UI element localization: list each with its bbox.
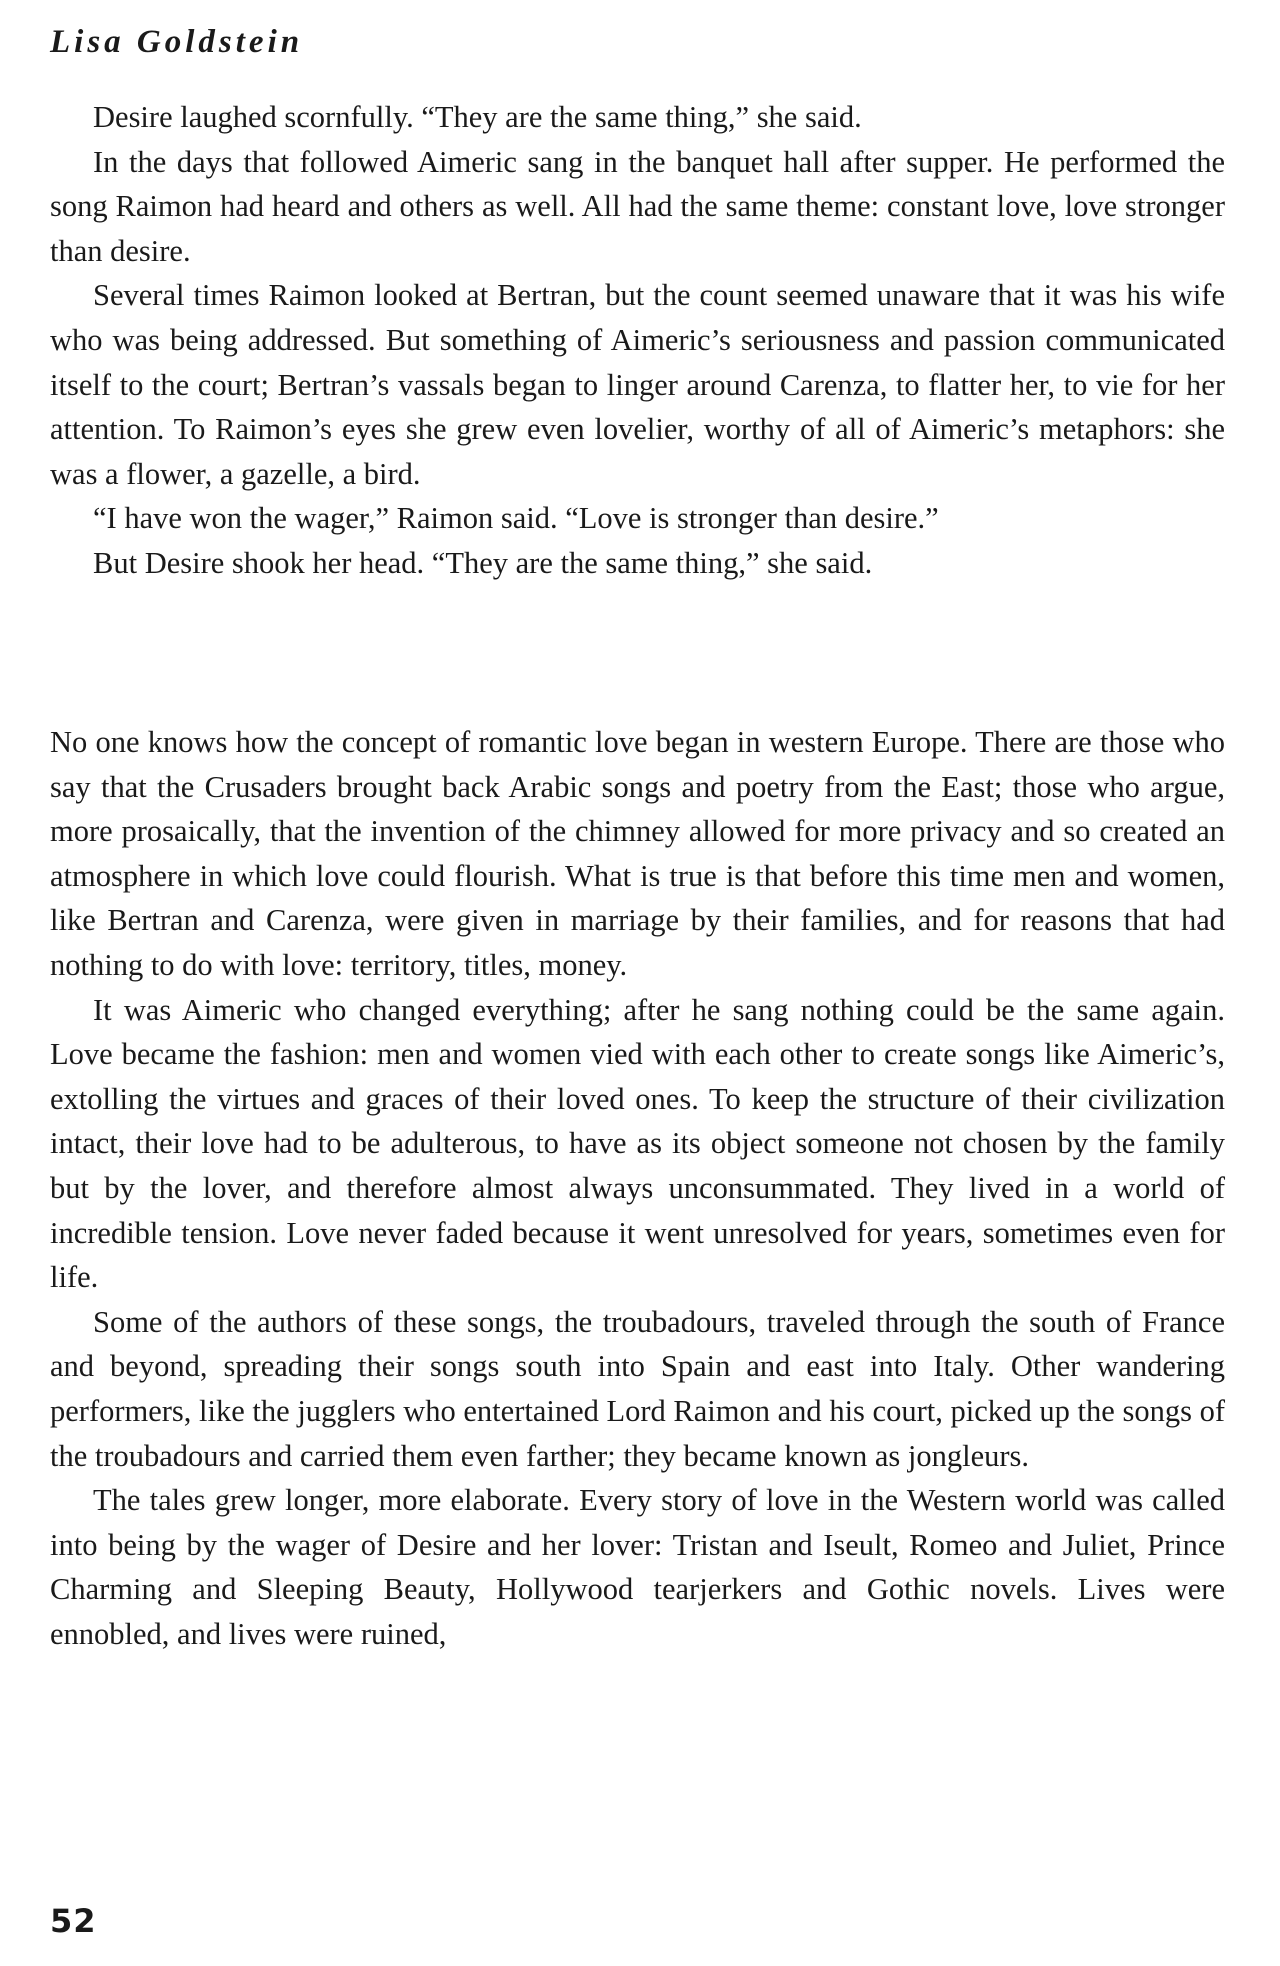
paragraph: In the days that followed Aimeric sang in the banquet hall after supper. He performed the song Raimon had heard and others as well. All had the same theme: constant love, love stronger than desire. <box>50 144 1225 268</box>
running-head: Lisa Goldstein <box>50 24 304 60</box>
paragraph: The tales grew longer, more elaborate. Every story of love in the Western world was called into being by the wager of Desire and her lover: Tristan and Iseult, Romeo and Juliet, Prince Charming and Sleeping Beauty, Hollywood tearjerkers and Gothic novels. Lives were ennobled, and lives were ruined, <box>50 1483 1225 1651</box>
paragraph: Desire laughed scornfully. “They are the same thing,” she said. <box>93 100 862 134</box>
paragraph: Several times Raimon looked at Bertran, but the count seemed unaware that it was his wife who was being addressed. But something of Aimeric’s seriousness and passion communicated itself to the court; Bertran’s vassals began to linger around Carenza, to flatter her, to vie for her attention. To Raimon’s eyes she grew even lovelier, worthy of all of Aimeric’s metaphors: she was a flower, a gazelle, a bird. <box>50 278 1225 491</box>
page-number: 52 <box>50 1902 97 1940</box>
paragraph: But Desire shook her head. “They are the same thing,” she said. <box>93 545 873 580</box>
paragraph: It was Aimeric who changed everything; after he sang nothing could be the same again. Love became the fashion: men and women vied with each other to create songs like Aimeric’s, extolling the virtues and graces of their loved ones. To keep the structure of their civilization intact, their love had to be adulterous, to have as its object someone not chosen by the family but by the lover, and therefore almost always unconsummated. They lived in a world of incredible tension. Love never faded because it went unresolved for years, sometimes even for life. <box>50 992 1225 1295</box>
paragraph: “I have won the wager,” Raimon said. “Love is stronger than desire.” <box>93 501 939 536</box>
section-one-text <box>50 95 1225 586</box>
paragraph: No one knows how the concept of romantic love began in western Europe. There are those who say that the Crusaders brought back Arabic songs and poetry from the East; those who argue, more prosaically, that the invention of the chimney allowed for more privacy and so created an atmosphere in which love could flourish. What is true is that before this time men and women, like Bertran and Carenza, were given in marriage by their families, and for reasons that had nothing to do with love: territory, titles, money. <box>50 725 1225 982</box>
section-two-text <box>50 720 1225 1656</box>
paragraph: Some of the authors of these songs, the troubadours, traveled through the south of France and beyond, spreading their songs south into Spain and east into Italy. Other wandering performers, like the jugglers who entertained Lord Raimon and his court, picked up the songs of the troubadours and carried them even farther; they became known as jongleurs. <box>50 1304 1225 1473</box>
